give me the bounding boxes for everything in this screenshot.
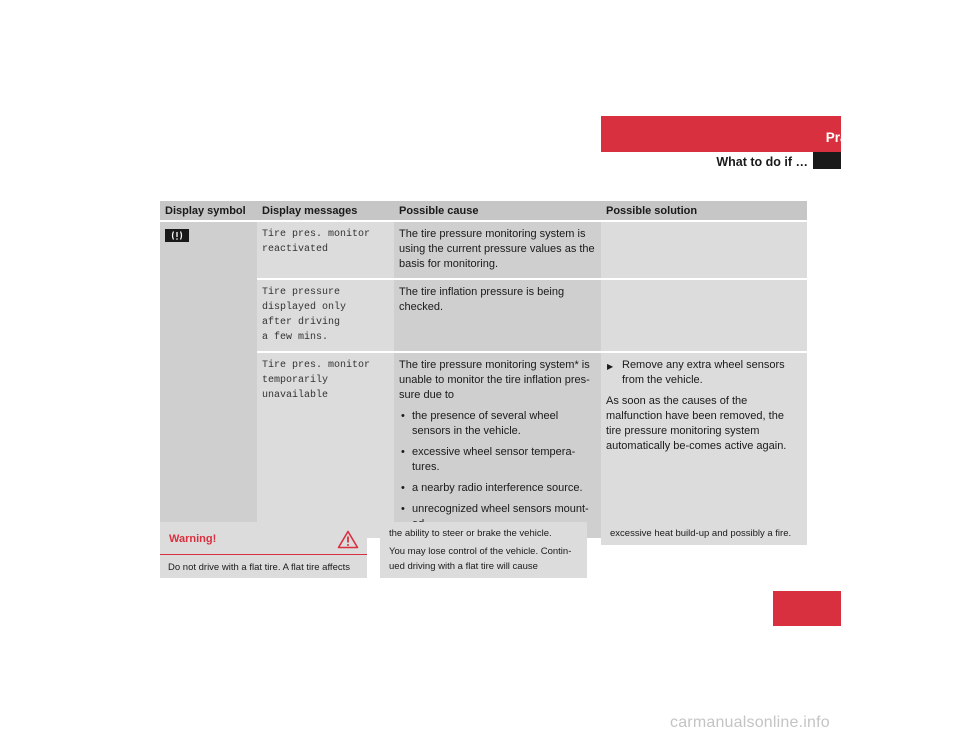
list-item: • excessive wheel sensor tempera-tures.: [399, 445, 596, 475]
list-item: • a nearby radio interference source.: [399, 481, 596, 496]
solution-action: ▶ Remove any extra wheel sensors from the vehicle.: [606, 358, 802, 388]
page-number: 397: [905, 595, 927, 610]
col-header-possible-solution: Possible solution: [601, 201, 807, 221]
col-header-display-symbol: Display symbol: [160, 201, 257, 221]
display-symbol-cell: [160, 221, 257, 538]
possible-solution: [601, 352, 807, 538]
warning-continued-column-2: [380, 522, 587, 578]
subsection-title: What to do if …: [716, 155, 808, 169]
possible-solution: [601, 221, 807, 279]
table-row: [160, 221, 807, 279]
possible-cause: The tire pressure monitoring system is using the current pressure values as the basis for monitoring.: [394, 221, 601, 279]
possible-cause: The tire inflation pressure is being checked.: [394, 279, 601, 352]
warning-line: excessive heat build-up and possibly a fire.: [610, 528, 792, 539]
display-message: Tire pres. monitor temporarily unavailable: [257, 352, 394, 538]
table-row: [160, 279, 807, 352]
warning-continued-column-3: [601, 522, 807, 545]
cause-bullet-list: [399, 409, 596, 532]
display-message: Tire pres. monitor reactivated: [257, 221, 394, 279]
tire-pressure-warning-icon: [165, 229, 189, 242]
warning-header: [160, 522, 367, 555]
warning-title: Warning!: [169, 533, 217, 545]
warning-box: [160, 522, 367, 578]
possible-cause: [394, 352, 601, 538]
table-header-row: [160, 201, 807, 221]
list-item: • the presence of several wheel sensors in the vehicle.: [399, 409, 596, 439]
col-header-display-messages: Display messages: [257, 201, 394, 221]
section-title: Practical hints: [825, 130, 918, 145]
possible-solution: [601, 279, 807, 352]
warning-text: Do not drive with a flat tire. A flat tire affects: [168, 562, 350, 573]
header-black-tab: [813, 152, 841, 169]
warning-line: You may lose control of the vehicle. Contin-ued driving with a flat tire will cause: [389, 546, 572, 572]
cause-intro: The tire pressure monitoring system* is unable to monitor the tire inflation pres-sure due to: [399, 359, 590, 401]
list-item: • unrecognized wheel sensors mount-: [399, 502, 596, 532]
table-row: [160, 352, 807, 538]
warning-triangle-icon: [337, 530, 359, 549]
warning-line: the ability to steer or brake the vehicle.: [389, 528, 552, 539]
watermark: carmanualsonline.info: [670, 714, 830, 731]
page-number-box: [773, 591, 841, 626]
troubleshooting-table: [160, 201, 807, 538]
solution-note: As soon as the causes of the malfunction have been removed, the tire pressure monitoring system automatically be-comes active again.: [606, 395, 787, 452]
display-message: Tire pressure displayed only after driving a few mins.: [257, 279, 394, 352]
col-header-possible-cause: Possible cause: [394, 201, 601, 221]
header-red-bar: [601, 116, 841, 152]
